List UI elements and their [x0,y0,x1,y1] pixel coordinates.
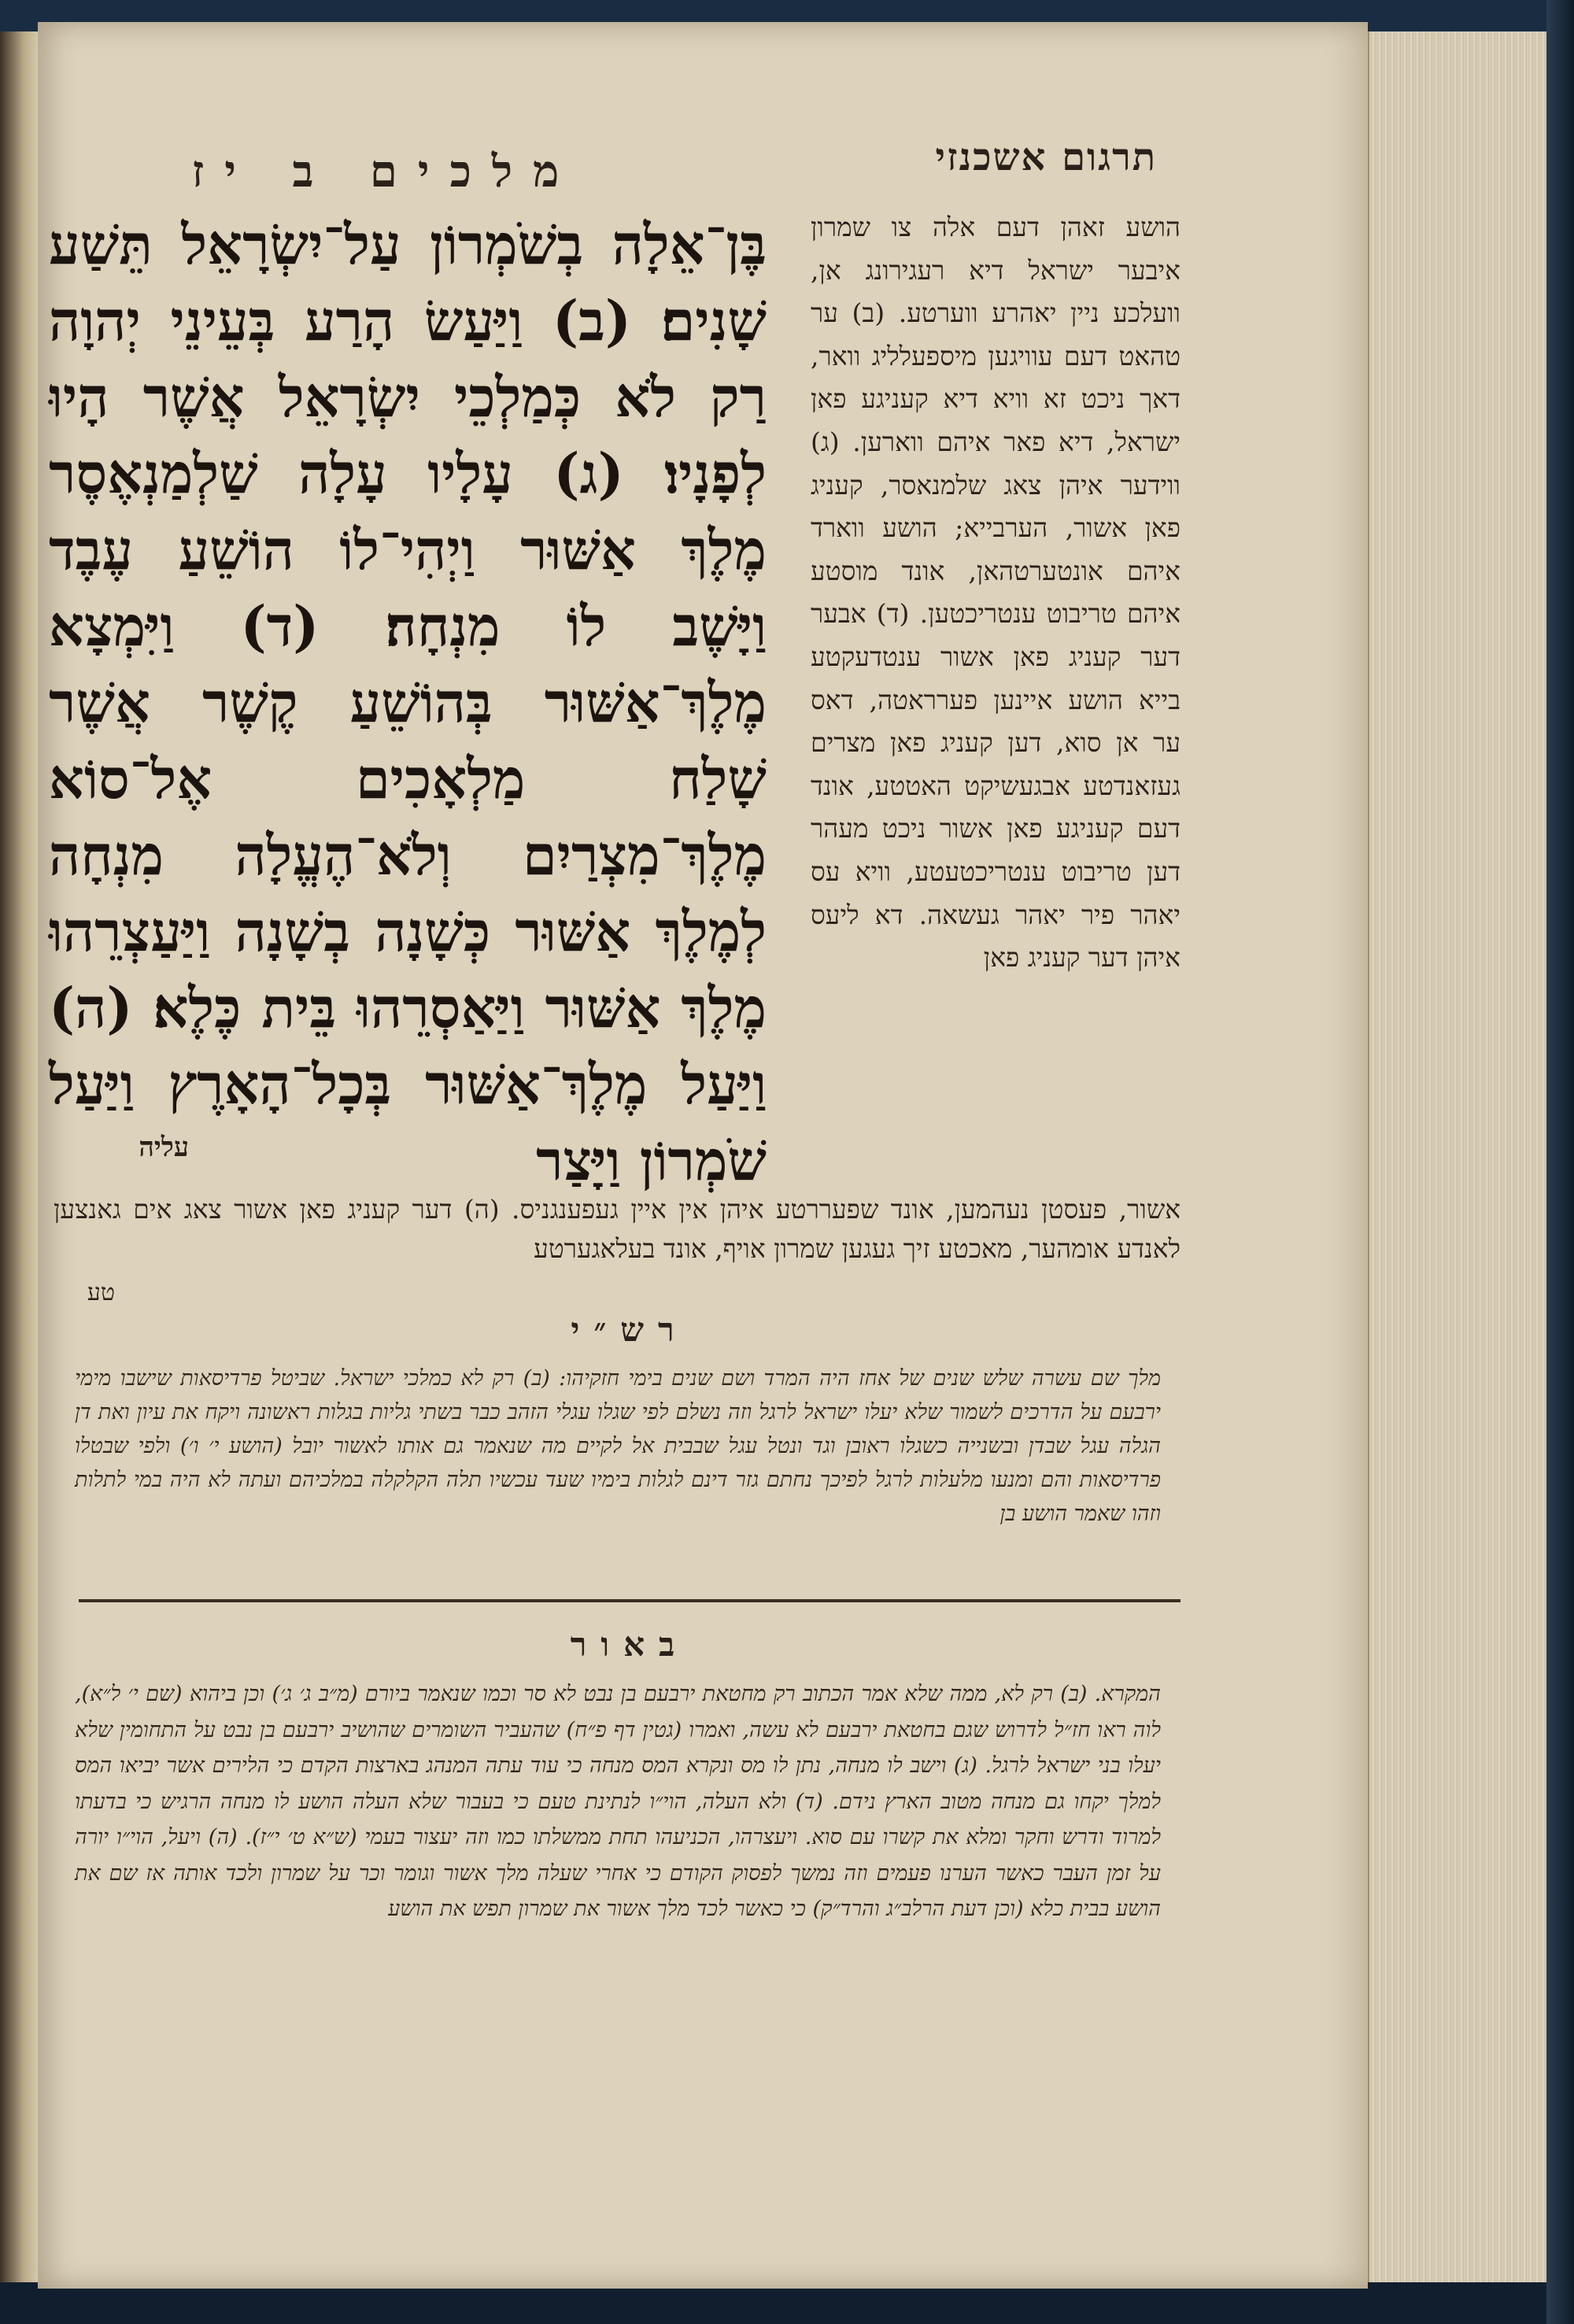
targum-continuation-text: אשור, פעסטן נעהמען, אונד שפעררטע איהן אין איין געפענגניס. (ה) דער קעניג פאן אשור צאג אים גאנצען לאנדע אומהער, מאכטע זיך געגען שמרון אויף, אונד בעלאגערטע [54,1194,1180,1264]
section-divider-rule [79,1599,1180,1602]
targum-column-text: הושע זאהן דעם אלה צו שמרון איבער ישראל דיא רעגירונג אן, וועלכע ניין יאהרע ווערטע. (ב) ער טהאט דעם עוויגען מיספעלליג וואר, דאך ניכט זא וויא דיא קעניגע פאן ישראל, דיא פאר איהם ווארען. (ג) ווידער איהן צאג שלמנאסר, קעניג פאן אשור, הערבייא; הושע ווארד איהם אונטערטהאן, אונד מוסטע איהם טריבוט ענטריכטען. (ד) אבער דער קעניג פאן אשור ענטדעקטע בייא הושע איינען פערראטה, דאס ער אן סוא, דען קעניג פאן מצרים געזאנדטע אבגעשיקט האטטע, אונד דעם קעניגע פאן אשור ניכט מעהר דען טריבוט ענטריכטעטע, וויא עס יאהר פיר יאהר געשאה. דא ליעס איהן דער קעניג פאן [811,212,1180,974]
running-head-book-chapter: מלכים ב יז [191,146,580,198]
rashi-heading: רש״י [571,1310,689,1349]
page-fore-edge [1368,31,1550,2282]
book-cover-edge [1546,0,1574,2324]
left-page-edge [0,31,41,2282]
hebrew-catchword: עליה [139,1132,189,1163]
biur-heading: באור [570,1625,689,1664]
rashi-commentary-text: מלך שם עשרה שלש שנים של אחז היה המרד ושם שנים בימי חזקיהו: (ב) רק לא כמלכי ישראל. שביטל פרדיסאות שישבו מימי ירבעם על הדרכים לשמור שלא יעלו ישראל לרגל וזה נשלם לפי שגלו עגלי הזהב כבר בשתי גליות בגלות ראשונה ויקח את עיון ואת דן הגלה עגל שבדן ובשנייה כשגלו ראובן וגד ונטל עגל שבבית אל לקיים מה שנאמר גם אותו לאשור יובל (הושע י׳ ו׳) ולפי שבטלו פרדיסאות והם ומנעו מלעלות לרגל לפיכך נחתם גזר דינם לגלות בימיו שעד עכשיו תלה הקלקלה במלכיהם ועתה לא היה במי לתלות וזהו שאמר הושע בן [75,1366,1161,1526]
running-head-targum: תרגום אשכנזי [935,135,1157,179]
hebrew-scripture-text: בֶּן־אֵלָה בְשֹׁמְרוֹן עַל־יִשְׂרָאֵל תֵּשַׁע שָׁנִים׃ (ב) וַיַּעַשׂ הָרַע בְּעֵינֵי יְהוָה רַק לֹא כְּמַלְכֵי יִשְׂרָאֵל אֲשֶׁר הָיוּ לְפָנָיו׃ (ג) עָלָיו עָלָה שַׁלְמַנְאֶסֶר מֶלֶךְ אַשּׁוּר וַיְהִי־לוֹ הוֹשֵׁעַ עֶבֶד וַיָּשֶׁב לוֹ מִנְחָה׃ (ד) וַיִּמְצָא מֶלֶךְ־אַשּׁוּר בְּהוֹשֵׁעַ קֶשֶׁר אֲשֶׁר שָׁלַח מַלְאָכִים אֶל־סוֹא מֶלֶךְ־מִצְרַיִם וְלֹא־הֶעֱלָה מִנְחָה לְמֶלֶךְ אַשּׁוּר כְּשָׁנָה בְשָׁנָה וַיַּעַצְרֵהוּ מֶלֶךְ אַשּׁוּר וַיַּאַסְרֵהוּ בֵּית כֶּלֶא׃ (ה) וַיַּעַל מֶלֶךְ־אַשּׁוּר בְּכָל־הָאָרֶץ וַיַּעַל שֹׁמְרוֹן וַיָּצַר [49,212,767,1193]
biur-commentary-text: המקרא. (ב) רק לא, ממה שלא אמר הכתוב רק מחטאת ירבעם בן נבט לא סר וכמו שנאמר ביורם (מ״ב ג׳ ג׳) וכן ביהוא (שם י׳ ל״א), לוה ראו חז״ל לדרוש שגם בחטאת ירבעם לא עשה, ואמרו (גטין דף פ״ח) שהעביר השומרים שהושיב ירבעם בן נבט על התחומין שלא יעלו בני ישראל לרגל. (ג) וישב לו מנחה, נתן לו מס ונקרא המס מנחה כי עוד עתה המנהג בארצות הקדם כי הלירים אשר יביאו המס למלך יקחו גם מנחה מטוב הארץ נידם. (ד) ולא העלה, הוי״ו לנתינת טעם כי בעבור שלא העלה הושע לו מנחה הרגיש כי בדעתו למרוד ודרש וחקר ומלא את קשרו עם סוא. ויעצרהו, הכניעהו תחת ממשלתו כמו וזה יעצור בעמי (ש״א ט׳ י״ז). (ה) ויעל, הוי״ו יורה על זמן העבר כאשר הערנו פעמים וזה נמשך לפסוק הקודם כי אחרי שעלה מלך אשור וגומר וכר על שמרון ולכד אותה אז שם את הושע בבית כלא (וכן דעת הרלב״ג והרד״ק) כי כאשר לכד מלך אשור את שמרון תפש את הושע [75,1682,1161,1921]
targum-catchword: טע [87,1279,115,1306]
